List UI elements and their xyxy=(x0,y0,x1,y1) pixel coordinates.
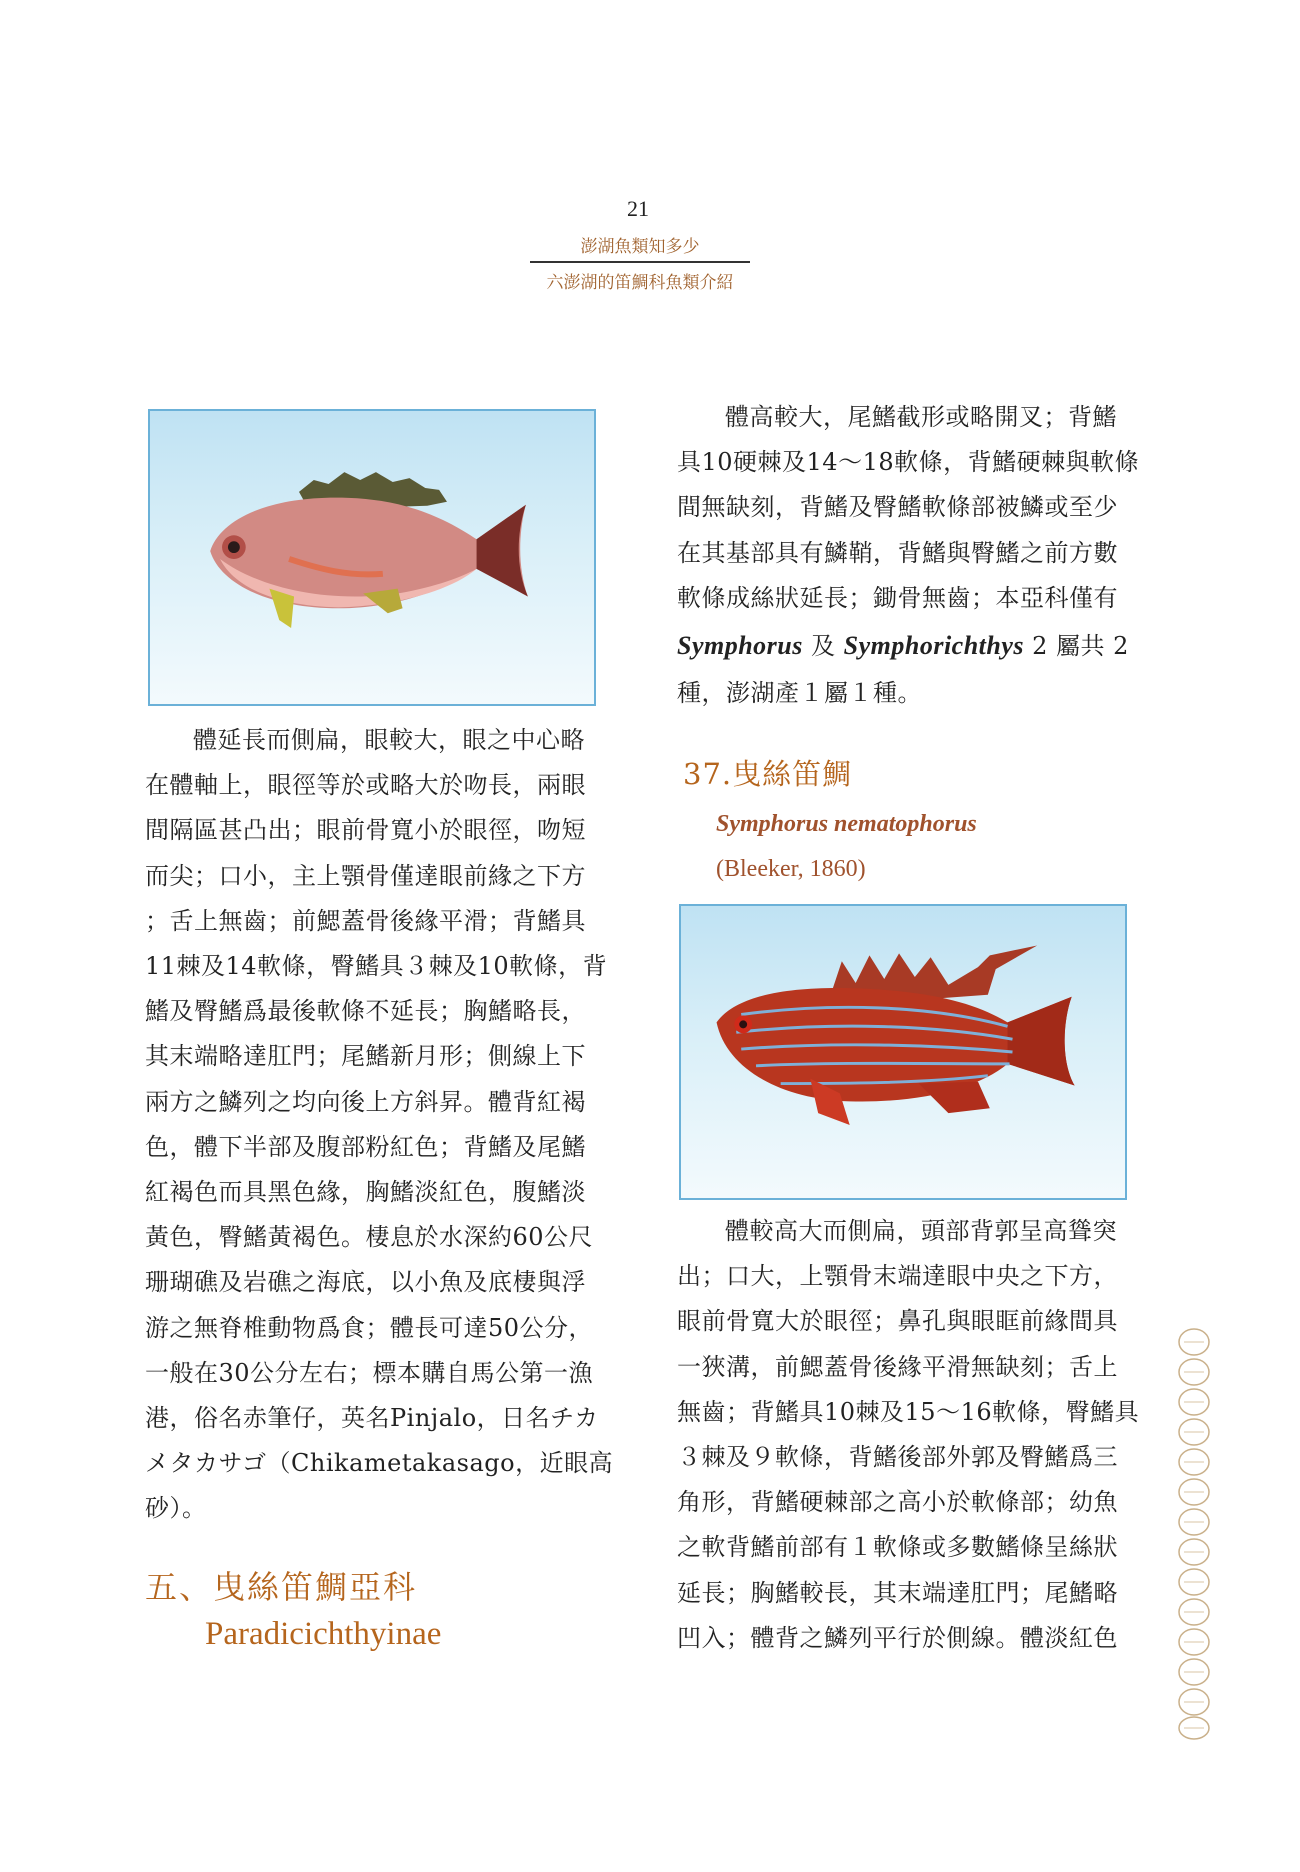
species-author: (Bleeker, 1860) xyxy=(716,856,866,882)
text-line: 其末端略達肛門；尾鰭新月形；側線上下 xyxy=(145,1042,586,1071)
fish-pinjalo-icon xyxy=(150,411,594,704)
text-line: 體較高大而側扁，頭部背郭呈高聳突 xyxy=(725,1217,1117,1245)
text-line: 珊瑚礁及岩礁之海底，以小魚及底棲與浮 xyxy=(145,1268,586,1297)
text-line: 一般在30公分左右；標本購自馬公第一漁 xyxy=(145,1358,594,1387)
text-line: 無齒；背鰭具10棘及15～16軟條，臀鰭具 xyxy=(677,1397,1140,1426)
fish-symphorus-icon xyxy=(681,906,1125,1198)
book-title: 澎湖魚類知多少 xyxy=(530,232,750,263)
chapter-title: 六澎湖的笛鯛科魚類介紹 xyxy=(546,273,734,293)
running-header xyxy=(530,232,750,293)
fish-photo-symphorus xyxy=(679,904,1127,1200)
text-line: メタカサゴ（Chikametakasago，近眼高 xyxy=(145,1449,614,1478)
text-line: 眼前骨寬大於眼徑；鼻孔與眼眶前緣間具 xyxy=(677,1307,1118,1336)
text-line: 具10硬棘及14～18軟條，背鰭硬棘與軟條 xyxy=(677,448,1140,477)
text-line: 黃色，臀鰭黃褐色。棲息於水深約60公尺 xyxy=(145,1223,594,1252)
text-line: 11棘及14軟條，臀鰭具３棘及10軟條，背 xyxy=(145,952,608,981)
text-line: 種，澎湖產１屬１種。 xyxy=(677,679,922,708)
text-line: ；舌上無齒；前鰓蓋骨後緣平滑；背鰭具 xyxy=(145,906,586,935)
genus-symphorus: Symphorus xyxy=(677,631,803,661)
text-line: 體延長而側扁，眼較大，眼之中心略 xyxy=(193,726,585,754)
text-line: 在其基部具有鱗鞘，背鰭與臀鰭之前方數 xyxy=(677,538,1118,567)
text-line: ３棘及９軟條，背鰭後部外郭及臀鰭爲三 xyxy=(677,1443,1118,1472)
subfamily-latin-name: Paradicichthyinae xyxy=(205,1616,442,1652)
text-line: 出；口大，上顎骨末端達眼中央之下方， xyxy=(677,1262,1118,1291)
genus-symphorichthys: Symphorichthys xyxy=(843,631,1025,661)
subfamily-description xyxy=(677,395,1140,716)
text-line: 間無缺刻，背鰭及臀鰭軟條部被鱗或至少 xyxy=(677,493,1118,522)
text-line: 港，俗名赤筆仔，英名Pinjalo，日名チカ xyxy=(145,1404,599,1433)
genus-line xyxy=(677,621,1129,671)
text-line: 而尖；口小，主上顎骨僅達眼前緣之下方 xyxy=(145,861,586,890)
text-line: 砂）。 xyxy=(145,1494,207,1523)
fish-photo-pinjalo xyxy=(148,409,596,706)
text-line: 游之無脊椎動物爲食；體長可達50公分， xyxy=(145,1313,594,1342)
text-line: 角形，背鰭硬棘部之高小於軟條部；幼魚 xyxy=(677,1488,1118,1517)
text-line: 之軟背鰭前部有１軟條或多數鰭條呈絲狀 xyxy=(677,1533,1118,1562)
text-line: 鰭及臀鰭爲最後軟條不延長；胸鰭略長， xyxy=(145,997,586,1026)
text-line: 凹入；體背之鱗列平行於側線。體淡紅色 xyxy=(677,1623,1118,1652)
page-number: 21 xyxy=(627,196,649,221)
subfamily-heading: 五、曳絲笛鯛亞科 xyxy=(145,1568,418,1606)
text-line: 軟條成絲狀延長；鋤骨無齒；本亞科僅有 xyxy=(677,583,1118,612)
genus-count: 2 屬共 2 xyxy=(1024,632,1129,661)
text-line: 間隔區甚凸出；眼前骨寬小於眼徑，吻短 xyxy=(145,816,586,845)
shell-ornament-icon xyxy=(1176,1328,1212,1740)
text-line: 色，體下半部及腹部粉紅色；背鰭及尾鰭 xyxy=(145,1132,586,1161)
text-line: 兩方之鱗列之均向後上方斜昇。體背紅褐 xyxy=(145,1087,586,1116)
pinjalo-description xyxy=(145,718,614,1532)
symphorus-description xyxy=(677,1209,1140,1661)
text-line: 體高較大，尾鰭截形或略開叉；背鰭 xyxy=(725,403,1117,431)
text-line: 延長；胸鰭較長，其末端達肛門；尾鰭略 xyxy=(677,1578,1118,1607)
text-line: 紅褐色而具黑色緣，胸鰭淡紅色，腹鰭淡 xyxy=(145,1178,586,1207)
species-scientific-name: Symphorus nematophorus xyxy=(716,811,977,837)
text-line: 在體軸上，眼徑等於或略大於吻長，兩眼 xyxy=(145,771,586,800)
species-heading: 37.曳絲笛鯛 xyxy=(683,757,853,791)
text-line: 一狹溝，前鰓蓋骨後緣平滑無缺刻；舌上 xyxy=(677,1352,1118,1381)
conjunction: 及 xyxy=(802,632,844,661)
